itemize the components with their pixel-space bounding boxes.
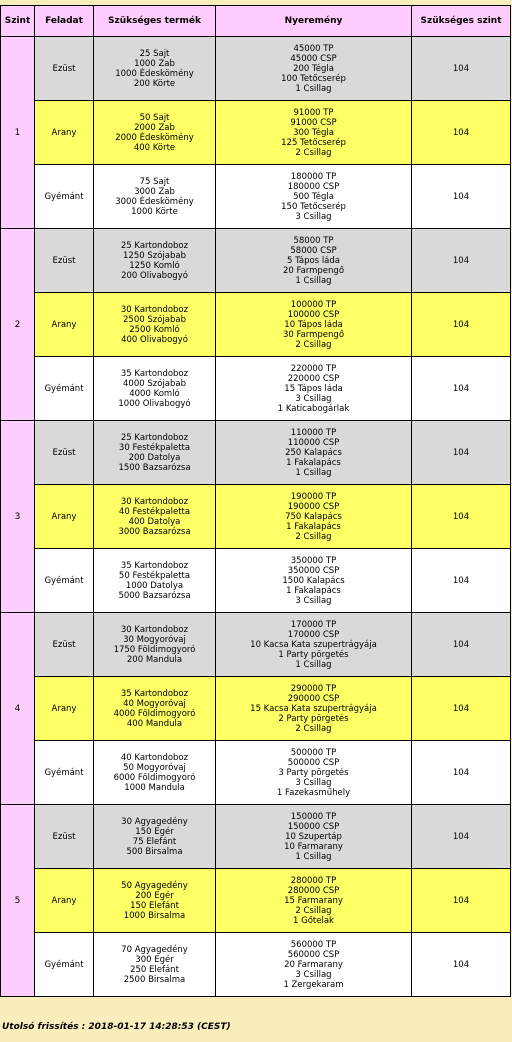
reward-line: 15 Kacsa Kata szupertrágyája (250, 703, 377, 714)
reward-line: 2 Csillag (295, 905, 332, 916)
product-line: 300 Egér (135, 954, 174, 965)
required-products-cell (94, 933, 216, 997)
reward-cell (216, 421, 412, 485)
reward-line: 91000 TP (293, 107, 334, 118)
product-line: 400 Datolya (128, 516, 181, 527)
required-products-cell (94, 741, 216, 805)
reward-line: 30 Farmpengő (282, 329, 345, 340)
product-line: 2000 Zab (134, 122, 175, 133)
table-row (1, 421, 511, 485)
reward-line: 2 Csillag (295, 339, 332, 350)
reward-line: 2 Csillag (295, 147, 332, 158)
product-line: 4000 Komló (129, 388, 180, 399)
reward-cell (216, 293, 412, 357)
required-level-cell: 104 (412, 357, 511, 421)
level-cell: 3 (1, 421, 35, 613)
required-products-cell (94, 101, 216, 165)
required-level-cell: 104 (412, 677, 511, 741)
reward-cell (216, 549, 412, 613)
reward-line: 10 Farmarany (284, 841, 343, 852)
product-line: 1000 Mandula (124, 782, 185, 793)
header-task: Feladat (35, 6, 94, 37)
reward-cell (216, 165, 412, 229)
task-cell: Ezüst (35, 613, 94, 677)
required-products-cell (94, 613, 216, 677)
required-level-cell: 104 (412, 229, 511, 293)
reward-line: 20 Farmarany (284, 959, 343, 970)
product-line: 400 Körte (133, 142, 176, 153)
required-level-cell: 104 (412, 293, 511, 357)
header-required-products: Szükséges termék (94, 6, 216, 37)
reward-line: 91000 CSP (290, 117, 337, 128)
reward-line: 10 Tápos láda (284, 319, 343, 330)
task-cell: Arany (35, 293, 94, 357)
reward-line: 280000 CSP (287, 885, 340, 896)
required-level-cell: 104 (412, 549, 511, 613)
product-line: 50 Mogyoróvaj (123, 762, 186, 773)
reward-line: 100000 TP (290, 299, 337, 310)
product-line: 1000 Zab (134, 58, 175, 69)
table-row (1, 165, 511, 229)
product-line: 40 Kartondoboz (120, 752, 189, 763)
product-line: 200 Datolya (128, 452, 181, 463)
reward-line: 110000 TP (290, 427, 337, 438)
reward-line: 20 Farmpengő (282, 265, 345, 276)
reward-line: 1 Fakalapács (286, 457, 341, 468)
reward-line: 1 Csillag (295, 659, 332, 670)
reward-line: 1 Csillag (295, 851, 332, 862)
reward-cell (216, 677, 412, 741)
reward-line: 2 Csillag (295, 531, 332, 542)
reward-line: 180000 TP (290, 171, 337, 182)
table-row (1, 869, 511, 933)
task-cell: Arany (35, 485, 94, 549)
reward-line: 250 Kalapács (285, 447, 342, 458)
required-products-cell (94, 37, 216, 101)
product-line: 30 Kartondoboz (120, 624, 189, 635)
product-line: 25 Sajt (139, 48, 170, 59)
reward-line: 1 Gőtelak (293, 915, 334, 926)
product-line: 250 Elefánt (130, 964, 179, 975)
product-line: 35 Kartondoboz (120, 368, 189, 379)
product-line: 70 Agyagedény (121, 944, 188, 955)
product-line: 1250 Komló (129, 260, 180, 271)
reward-line: 45000 TP (293, 43, 334, 54)
reward-cell (216, 613, 412, 677)
reward-line: 150000 CSP (287, 821, 340, 832)
required-level-cell: 104 (412, 421, 511, 485)
reward-line: 560000 TP (290, 939, 337, 950)
reward-line: 500 Tégla (293, 191, 334, 202)
reward-cell (216, 933, 412, 997)
task-cell: Arany (35, 101, 94, 165)
product-line: 30 Mogyoróvaj (123, 634, 186, 645)
table-header-row (1, 6, 511, 37)
reward-line: 350000 TP (290, 555, 337, 566)
reward-line: 3 Csillag (295, 777, 332, 788)
product-line: 3000 Zab (134, 186, 175, 197)
task-cell: Ezüst (35, 37, 94, 101)
reward-line: 1 Fakalapács (286, 521, 341, 532)
reward-line: 150 Tetőcserép (281, 201, 346, 212)
reward-line: 170000 CSP (287, 629, 340, 640)
last-update-footer: Utolsó frissítés : 2018-01-17 14:28:53 (CEST) (2, 1022, 231, 1032)
reward-line: 1500 Kalapács (282, 575, 345, 586)
product-line: 200 Mandula (126, 654, 183, 665)
header-level: Szint (1, 6, 35, 37)
reward-cell (216, 485, 412, 549)
reward-line: 58000 TP (293, 235, 334, 246)
reward-line: 100000 CSP (287, 309, 340, 320)
product-line: 5000 Bazsarózsa (118, 590, 191, 601)
required-products-cell (94, 229, 216, 293)
reward-line: 1 Csillag (295, 83, 332, 94)
reward-line: 1 Csillag (295, 467, 332, 478)
product-line: 50 Festékpaletta (118, 570, 191, 581)
required-level-cell: 104 (412, 869, 511, 933)
task-cell: Gyémánt (35, 933, 94, 997)
reward-cell (216, 869, 412, 933)
product-line: 1000 Datolya (125, 580, 184, 591)
reward-line: 560000 CSP (287, 949, 340, 960)
reward-line: 2 Csillag (295, 723, 332, 734)
product-line: 25 Kartondoboz (120, 240, 189, 251)
reward-line: 15 Farmarany (284, 895, 343, 906)
task-cell: Ezüst (35, 805, 94, 869)
product-line: 200 Körte (133, 78, 176, 89)
reward-line: 1 Fazekasműhely (276, 787, 351, 798)
reward-line: 3 Csillag (295, 595, 332, 606)
reward-line: 3 Csillag (295, 211, 332, 222)
reward-line: 220000 TP (290, 363, 337, 374)
product-line: 500 Birsalma (126, 846, 183, 857)
product-line: 4000 Szójabab (123, 378, 186, 389)
table-row (1, 293, 511, 357)
task-cell: Ezüst (35, 421, 94, 485)
required-level-cell: 104 (412, 805, 511, 869)
product-line: 1000 Olivabogyó (118, 398, 191, 409)
reward-line: 190000 TP (290, 491, 337, 502)
table-row (1, 485, 511, 549)
product-line: 2500 Komló (129, 324, 180, 335)
reward-line: 180000 CSP (287, 181, 340, 192)
reward-line: 220000 CSP (287, 373, 340, 384)
required-level-cell: 104 (412, 101, 511, 165)
required-level-cell: 104 (412, 485, 511, 549)
product-line: 75 Elefánt (132, 836, 177, 847)
reward-line: 750 Kalapács (285, 511, 342, 522)
level-cell: 2 (1, 229, 35, 421)
product-line: 6000 Földimogyoró (113, 772, 196, 783)
product-line: 200 Olivabogyó (121, 270, 188, 281)
required-products-cell (94, 677, 216, 741)
product-line: 1000 Birsalma (123, 910, 186, 921)
product-line: 35 Kartondoboz (120, 560, 189, 571)
reward-line: 5 Tápos láda (286, 255, 340, 266)
reward-line: 150000 TP (290, 811, 337, 822)
reward-line: 10 Szupertáp (285, 831, 342, 842)
table-row (1, 805, 511, 869)
reward-line: 110000 CSP (287, 437, 340, 448)
required-products-cell (94, 357, 216, 421)
task-cell: Gyémánt (35, 165, 94, 229)
product-line: 40 Mogyoróvaj (123, 698, 186, 709)
reward-line: 290000 CSP (287, 693, 340, 704)
product-line: 3000 Bazsarózsa (118, 526, 191, 537)
product-line: 4000 Földimogyoró (113, 708, 196, 719)
product-line: 2000 Édeskömény (115, 132, 194, 143)
reward-line: 15 Tápos láda (284, 383, 343, 394)
required-products-cell (94, 549, 216, 613)
reward-line: 45000 CSP (290, 53, 337, 64)
header-required-level: Szükséges szint (412, 6, 511, 37)
reward-cell (216, 101, 412, 165)
product-line: 150 Egér (135, 826, 174, 837)
table-row (1, 357, 511, 421)
reward-line: 1 Fakalapács (286, 585, 341, 596)
required-products-cell (94, 485, 216, 549)
product-line: 2500 Szójabab (123, 314, 186, 325)
table-row (1, 37, 511, 101)
required-products-cell (94, 165, 216, 229)
reward-cell (216, 741, 412, 805)
required-products-cell (94, 869, 216, 933)
required-level-cell: 104 (412, 613, 511, 677)
reward-line: 300 Tégla (293, 127, 334, 138)
reward-line: 3 Party pörgetés (278, 767, 349, 778)
product-line: 1000 Édeskömény (115, 68, 194, 79)
reward-cell (216, 805, 412, 869)
product-line: 400 Mandula (126, 718, 183, 729)
task-cell: Arany (35, 869, 94, 933)
level-cell: 5 (1, 805, 35, 997)
reward-line: 10 Kacsa Kata szupertrágyája (250, 639, 377, 650)
product-line: 30 Agyagedény (121, 816, 188, 827)
reward-line: 125 Tetőcserép (281, 137, 346, 148)
product-line: 150 Elefánt (130, 900, 179, 911)
task-cell: Ezüst (35, 229, 94, 293)
task-cell: Gyémánt (35, 741, 94, 805)
reward-line: 200 Tégla (293, 63, 334, 74)
product-line: 25 Kartondoboz (120, 432, 189, 443)
reward-line: 190000 CSP (287, 501, 340, 512)
reward-cell (216, 229, 412, 293)
reward-line: 100 Tetőcserép (281, 73, 346, 84)
table-row (1, 933, 511, 997)
product-line: 40 Festékpaletta (118, 506, 191, 517)
product-line: 400 Olivabogyó (121, 334, 188, 345)
level-cell: 4 (1, 613, 35, 805)
task-cell: Arany (35, 677, 94, 741)
required-products-cell (94, 805, 216, 869)
product-line: 30 Festékpaletta (118, 442, 191, 453)
product-line: 50 Sajt (139, 112, 170, 123)
product-line: 1750 Földimogyoró (113, 644, 196, 655)
reward-line: 2 Party pörgetés (278, 713, 349, 724)
table-row (1, 677, 511, 741)
reward-line: 1 Katicabogárlak (277, 403, 350, 414)
table-row (1, 741, 511, 805)
table-row (1, 229, 511, 293)
required-level-cell: 104 (412, 165, 511, 229)
product-line: 1500 Bazsarózsa (118, 462, 191, 473)
table-row (1, 613, 511, 677)
reward-line: 350000 CSP (287, 565, 340, 576)
required-products-cell (94, 293, 216, 357)
reward-line: 3 Csillag (295, 393, 332, 404)
reward-cell (216, 357, 412, 421)
required-level-cell: 104 (412, 37, 511, 101)
reward-line: 500000 CSP (287, 757, 340, 768)
reward-line: 3 Csillag (295, 969, 332, 980)
required-level-cell: 104 (412, 933, 511, 997)
required-level-cell: 104 (412, 741, 511, 805)
header-reward: Nyeremény (216, 6, 412, 37)
reward-line: 1 Party pörgetés (278, 649, 349, 660)
table-body (1, 37, 511, 997)
product-line: 200 Egér (135, 890, 174, 901)
reward-line: 170000 TP (290, 619, 337, 630)
reward-line: 500000 TP (290, 747, 337, 758)
product-line: 30 Kartondoboz (120, 496, 189, 507)
rewards-table (0, 5, 511, 997)
reward-line: 280000 TP (290, 875, 337, 886)
product-line: 50 Agyagedény (121, 880, 188, 891)
product-line: 30 Kartondoboz (120, 304, 189, 315)
product-line: 35 Kartondoboz (120, 688, 189, 699)
reward-line: 58000 CSP (290, 245, 337, 256)
reward-line: 290000 TP (290, 683, 337, 694)
product-line: 3000 Édeskömény (115, 196, 194, 207)
level-cell: 1 (1, 37, 35, 229)
table-row (1, 549, 511, 613)
reward-cell (216, 37, 412, 101)
reward-line: 1 Csillag (295, 275, 332, 286)
task-cell: Gyémánt (35, 357, 94, 421)
product-line: 1250 Szójabab (123, 250, 186, 261)
required-products-cell (94, 421, 216, 485)
task-cell: Gyémánt (35, 549, 94, 613)
table-row (1, 101, 511, 165)
product-line: 1000 Körte (131, 206, 178, 217)
product-line: 75 Sajt (139, 176, 170, 187)
reward-line: 1 Zergekaram (283, 979, 344, 990)
product-line: 2500 Birsalma (123, 974, 186, 985)
